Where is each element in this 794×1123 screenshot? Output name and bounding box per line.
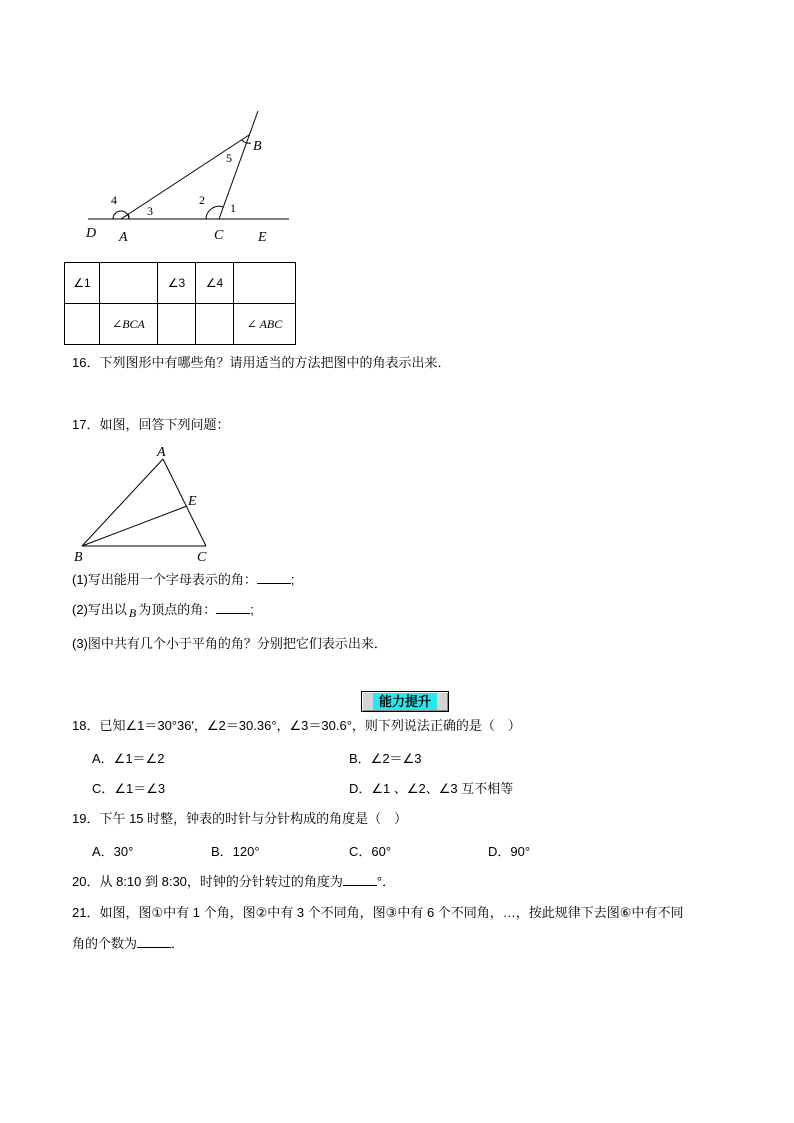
angle-table [64, 262, 296, 345]
ray-cb [219, 111, 258, 219]
answer-blank [216, 613, 250, 614]
label-c: C [214, 228, 224, 243]
table-row [65, 304, 296, 345]
table-cell [158, 304, 196, 345]
table-cell [65, 304, 100, 345]
label-a: A [119, 230, 128, 245]
label-5: 5 [226, 151, 232, 165]
table-cell: ∠4 [196, 263, 234, 304]
label-2: 2 [199, 193, 205, 207]
figure-triangle [70, 442, 220, 566]
question-17-part-3: (3)图中共有几个小于平角的角？分别把它们表示出来． [72, 636, 387, 651]
label-1: 1 [230, 201, 236, 215]
question-20 [72, 873, 395, 891]
question-20-end: °． [376, 874, 396, 889]
table-cell [234, 263, 296, 304]
side-ab [82, 459, 163, 546]
label-b: B [253, 139, 262, 154]
table-row [65, 263, 296, 304]
table-cell: ∠3 [158, 263, 196, 304]
label-3: 3 [147, 204, 153, 218]
segment-be [82, 506, 187, 546]
question-18-option-c: C．∠1＝∠3 [92, 781, 166, 796]
part-2-end: ; [250, 602, 254, 617]
label-a: A [157, 445, 166, 460]
label-c: C [197, 550, 207, 565]
question-17-part-2 [72, 601, 254, 619]
label-b: B [74, 550, 83, 565]
question-21-end: ． [171, 936, 185, 951]
question-16: 16．下列图形中有哪些角？请用适当的方法把图中的角表示出来． [72, 355, 451, 370]
question-19-option-d: D．90° [488, 844, 531, 859]
part-2-post: 为顶点的角： [138, 602, 217, 617]
question-18-stem: 18．已知∠1＝30°36′，∠2＝30.36°，∠3＝30.6°，则下列说法正确的是（ ） [72, 718, 521, 733]
table-cell [100, 263, 158, 304]
part-2-pre: (2)写出以 [72, 602, 127, 617]
part-1-text: (1)写出能用一个字母表示的角： [72, 572, 257, 587]
question-19-option-b: B．120° [211, 844, 260, 859]
answer-blank [137, 947, 171, 948]
question-18-option-a: A．∠1＝∠2 [92, 751, 165, 766]
section-badge [361, 691, 449, 712]
table-cell: ∠BCA [100, 304, 158, 345]
arc-angle-2 [206, 206, 223, 219]
question-21-line-2 [72, 935, 184, 953]
label-4: 4 [111, 193, 117, 207]
answer-blank [343, 885, 377, 886]
table-cell: ∠ ABC [234, 304, 296, 345]
question-21-text: 角的个数为 [72, 936, 138, 951]
answer-blank [257, 583, 291, 584]
question-19-option-c: C．60° [349, 844, 392, 859]
label-e: E [258, 230, 267, 245]
side-ac [163, 459, 206, 546]
table-cell: ∠1 [65, 263, 100, 304]
part-1-end: ; [290, 572, 295, 587]
label-d: D [86, 226, 97, 241]
label-e: E [188, 494, 197, 509]
question-18-option-b: B．∠2＝∠3 [349, 751, 422, 766]
question-19-stem: 19．下午 15 时整，钟表的时针与分针构成的角度是（ ） [72, 811, 408, 826]
question-19-option-a: A．30° [92, 844, 134, 859]
question-20-text: 20．从 8:10 到 8:30，时钟的分针转过的角度为 [72, 874, 343, 889]
table-cell [196, 304, 234, 345]
question-17-part-1 [72, 571, 295, 589]
question-21-line-1: 21．如图，图①中有 1 个角，图②中有 3 个不同角，图③中有 6 个不同角，…，按此规律下去图⑥中有不同 [72, 905, 684, 920]
question-17-stem: 17．如图，回答下列问题： [72, 417, 230, 432]
question-18-option-d: D．∠1 、∠2、∠3 互不相等 [349, 781, 514, 796]
figure-angles-diagram [80, 105, 300, 250]
vertex-b: B [128, 606, 137, 620]
section-badge-label: 能力提升 [373, 693, 437, 710]
